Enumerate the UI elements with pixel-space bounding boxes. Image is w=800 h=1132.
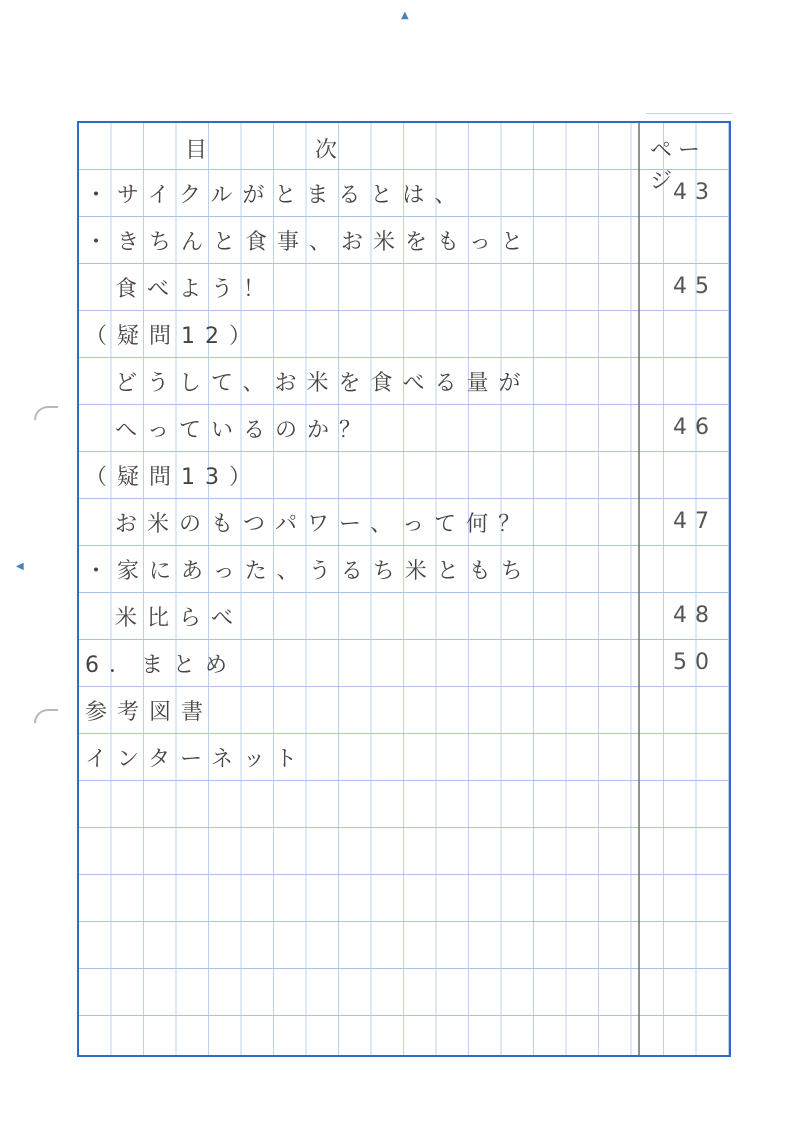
toc-entry-page: 45 xyxy=(673,274,717,299)
toc-entry xyxy=(85,499,725,545)
toc-entry-page: 46 xyxy=(673,415,717,440)
toc-entry xyxy=(85,170,725,216)
toc-entry-text: へっているのか？ xyxy=(115,417,372,443)
toc-entry-text: どうして、お米を食べる量が xyxy=(115,370,531,396)
toc-entry-text: （疑問12） xyxy=(85,323,261,349)
toc-entry-text: ・家にあった、うるち米ともち xyxy=(85,558,533,584)
toc-entry-page: 43 xyxy=(673,180,717,205)
toc-entry-text: 米比らべ xyxy=(115,605,244,631)
toc-entry xyxy=(85,593,725,639)
toc-entry-text: お米のもつパワー、って何？ xyxy=(115,511,531,537)
manuscript-grid-sheet xyxy=(77,121,731,1057)
toc-title-char-1: 目 xyxy=(185,138,208,163)
toc-entry-text: ・サイクルがとまるとは、 xyxy=(85,182,467,208)
toc-entry-page: 47 xyxy=(673,509,717,534)
registration-mark-top-icon: ▲ xyxy=(401,10,409,21)
page-column-label: ページ xyxy=(650,138,707,194)
toc-entry xyxy=(85,452,725,498)
toc-entry xyxy=(85,546,725,592)
registration-mark-left-icon: ◀ xyxy=(16,561,24,572)
toc-title-char-2: 次 xyxy=(315,138,338,163)
toc-entry-text: インターネット xyxy=(85,746,308,772)
toc-entry-text: （疑問13） xyxy=(85,464,261,490)
toc-entry-text: 食べよう！ xyxy=(115,276,276,302)
toc-entry-page: 48 xyxy=(673,603,717,628)
toc-entry xyxy=(85,640,725,686)
punch-hole-shadow-icon xyxy=(34,709,58,723)
toc-entry xyxy=(85,405,725,451)
toc-entry xyxy=(85,217,725,263)
toc-entry-text: ・きちんと食事、お米をもっと xyxy=(85,229,534,255)
toc-entry xyxy=(85,358,725,404)
punch-hole-shadow-icon xyxy=(34,406,58,420)
toc-entry-page: 50 xyxy=(673,650,717,675)
toc-entry-text: 6．まとめ xyxy=(85,652,237,678)
toc-entry xyxy=(85,311,725,357)
top-rule-line xyxy=(646,113,732,114)
toc-entry xyxy=(85,264,725,310)
toc-entry-text: 参考図書 xyxy=(85,699,214,725)
toc-entry xyxy=(85,734,725,780)
toc-entry xyxy=(85,687,725,733)
